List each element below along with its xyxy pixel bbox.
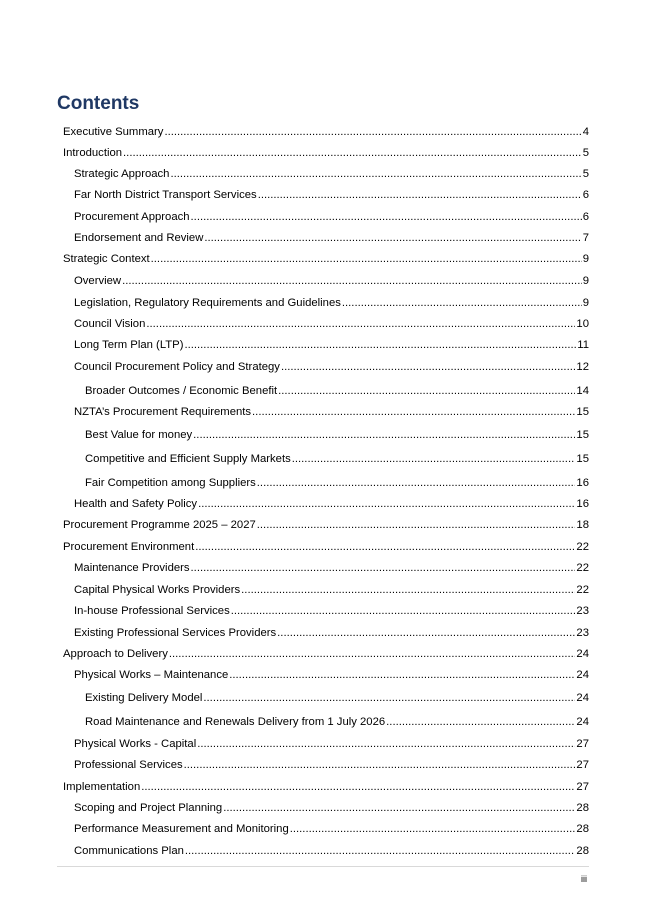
page-number: iii [581, 874, 587, 884]
toc-entry-title: Fair Competition among Suppliers [85, 477, 256, 489]
toc-entry-title: Executive Summary [63, 126, 164, 138]
toc-entry[interactable] [63, 647, 589, 661]
toc-leader-dots [191, 210, 582, 224]
toc-entry-page: 9 [582, 297, 589, 309]
toc-entry[interactable] [74, 844, 589, 858]
toc-entry-title: Implementation [63, 781, 141, 793]
toc-entry-title: Maintenance Providers [74, 562, 190, 574]
toc-entry[interactable] [74, 296, 589, 310]
toc-entry-page: 28 [576, 823, 589, 835]
toc-leader-dots [123, 146, 582, 160]
toc-entry-page: 27 [576, 738, 589, 750]
toc-leader-dots [122, 274, 582, 288]
toc-entry[interactable] [85, 428, 589, 442]
toc-entry[interactable] [63, 540, 589, 554]
toc-entry-title: Introduction [63, 147, 123, 159]
toc-entry-page: 4 [582, 126, 589, 138]
toc-entry-title: Council Vision [74, 318, 146, 330]
toc-entry-page: 24 [576, 692, 589, 704]
toc-entry[interactable] [74, 360, 589, 374]
toc-leader-dots [184, 758, 576, 772]
toc-leader-dots [231, 604, 576, 618]
toc-entry-title: Procurement Environment [63, 541, 195, 553]
toc-leader-dots [252, 405, 575, 419]
toc-entry-title: Broader Outcomes / Economic Benefit [85, 385, 278, 397]
toc-entry[interactable] [74, 737, 589, 751]
toc-entry[interactable] [74, 274, 589, 288]
toc-entry[interactable] [63, 125, 589, 139]
toc-entry-title: Competitive and Efficient Supply Markets [85, 453, 291, 465]
toc-entry[interactable] [85, 715, 589, 729]
toc-entry-page: 15 [576, 406, 589, 418]
toc-entry[interactable] [74, 583, 589, 597]
toc-leader-dots [203, 691, 575, 705]
toc-leader-dots [164, 125, 581, 139]
toc-entry-page: 12 [576, 361, 589, 373]
toc-entry[interactable] [63, 780, 589, 794]
toc-leader-dots [197, 737, 575, 751]
footer-divider [57, 866, 589, 867]
toc-entry-page: 10 [576, 318, 589, 330]
toc-entry[interactable] [74, 561, 589, 575]
toc-leader-dots [198, 497, 575, 511]
toc-entry-page: 24 [576, 669, 589, 681]
toc-entry-title: Procurement Programme 2025 – 2027 [63, 519, 256, 531]
toc-leader-dots [277, 626, 575, 640]
toc-entry[interactable] [85, 691, 589, 705]
toc-entry-page: 27 [576, 781, 589, 793]
toc-entry-page: 24 [576, 648, 589, 660]
toc-entry-page: 28 [576, 802, 589, 814]
toc-leader-dots [191, 561, 576, 575]
toc-entry[interactable] [63, 252, 589, 266]
toc-entry-title: Physical Works - Capital [74, 738, 197, 750]
toc-entry-title: Best Value for money [85, 429, 193, 441]
toc-entry-page: 18 [576, 519, 589, 531]
toc-entry-page: 16 [576, 498, 589, 510]
toc-entry[interactable] [74, 758, 589, 772]
toc-leader-dots [386, 715, 575, 729]
toc-entry-page: 6 [582, 211, 589, 223]
toc-entry-title: Road Maintenance and Renewals Delivery from 1 July 2026 [85, 716, 386, 728]
toc-leader-dots [184, 338, 576, 352]
toc-entry[interactable] [85, 384, 589, 398]
toc-leader-dots [146, 317, 575, 331]
toc-entry-title: Physical Works – Maintenance [74, 669, 229, 681]
toc-entry-page: 23 [576, 605, 589, 617]
toc-entry-page: 23 [576, 627, 589, 639]
toc-leader-dots [292, 452, 576, 466]
toc-leader-dots [151, 252, 582, 266]
toc-entry[interactable] [63, 146, 589, 160]
toc-leader-dots [204, 231, 581, 245]
toc-leader-dots [258, 188, 582, 202]
toc-entry[interactable] [63, 518, 589, 532]
toc-entry[interactable] [74, 801, 589, 815]
toc-entry-title: Long Term Plan (LTP) [74, 339, 184, 351]
toc-entry-page: 6 [582, 189, 589, 201]
toc-entry[interactable] [85, 476, 589, 490]
toc-entry[interactable] [74, 405, 589, 419]
toc-entry-page: 9 [582, 275, 589, 287]
toc-entry-page: 15 [576, 453, 589, 465]
toc-entry-title: Performance Measurement and Monitoring [74, 823, 289, 835]
toc-entry-page: 22 [576, 562, 589, 574]
toc-leader-dots [241, 583, 575, 597]
toc-leader-dots [193, 428, 575, 442]
toc-entry-title: Far North District Transport Services [74, 189, 257, 201]
toc-entry-title: Health and Safety Policy [74, 498, 198, 510]
toc-entry[interactable] [74, 231, 589, 245]
toc-leader-dots [281, 360, 575, 374]
toc-entry-page: 28 [576, 845, 589, 857]
toc-entry[interactable] [74, 668, 589, 682]
toc-leader-dots [257, 518, 576, 532]
toc-entry-page: 5 [582, 168, 589, 180]
toc-entry-page: 22 [576, 584, 589, 596]
toc-entry[interactable] [74, 497, 589, 511]
toc-entry[interactable] [74, 626, 589, 640]
toc-leader-dots [185, 844, 576, 858]
toc-leader-dots [170, 167, 581, 181]
toc-entry-title: Strategic Context [63, 253, 150, 265]
toc-entry-title: Capital Physical Works Providers [74, 584, 241, 596]
toc-entry-page: 7 [582, 232, 589, 244]
toc-entry-title: Scoping and Project Planning [74, 802, 223, 814]
toc-entry-title: Procurement Approach [74, 211, 190, 223]
toc-entry-page: 27 [576, 759, 589, 771]
toc-leader-dots [223, 801, 575, 815]
toc-leader-dots [195, 540, 575, 554]
page-title: Contents [57, 93, 140, 114]
toc-entry-title: Professional Services [74, 759, 183, 771]
toc-entry-title: Council Procurement Policy and Strategy [74, 361, 280, 373]
toc-entry-page: 24 [576, 716, 589, 728]
toc-entry[interactable] [74, 338, 589, 352]
toc-entry-title: Endorsement and Review [74, 232, 204, 244]
toc-leader-dots [342, 296, 582, 310]
toc-entry-page: 5 [582, 147, 589, 159]
toc-entry-page: 22 [576, 541, 589, 553]
toc-entry[interactable] [85, 452, 589, 466]
toc-entry-title: NZTA’s Procurement Requirements [74, 406, 252, 418]
toc-entry[interactable] [74, 604, 589, 618]
toc-entry-title: Legislation, Regulatory Requirements and Guidelines [74, 297, 341, 309]
toc-entry-title: Overview [74, 275, 122, 287]
toc-entry-page: 9 [582, 253, 589, 265]
toc-entry[interactable] [74, 188, 589, 202]
toc-entry-title: Existing Delivery Model [85, 692, 203, 704]
toc-entry-title: Communications Plan [74, 845, 184, 857]
toc-leader-dots [229, 668, 575, 682]
toc-entry-page: 15 [576, 429, 589, 441]
toc-entry[interactable] [74, 317, 589, 331]
toc-leader-dots [257, 476, 576, 490]
toc-leader-dots [169, 647, 576, 661]
toc-leader-dots [278, 384, 575, 398]
toc-entry-page: 16 [576, 477, 589, 489]
toc-leader-dots [290, 822, 576, 836]
toc-entry-page: 14 [576, 385, 589, 397]
toc-entry[interactable] [74, 167, 589, 181]
toc-entry[interactable] [74, 822, 589, 836]
toc-entry[interactable] [74, 210, 589, 224]
toc-entry-title: Approach to Delivery [63, 648, 168, 660]
toc-leader-dots [141, 780, 575, 794]
toc-entry-title: Existing Professional Services Providers [74, 627, 277, 639]
toc-entry-title: Strategic Approach [74, 168, 170, 180]
toc-entry-page: 11 [577, 339, 589, 351]
toc-entry-title: In-house Professional Services [74, 605, 230, 617]
